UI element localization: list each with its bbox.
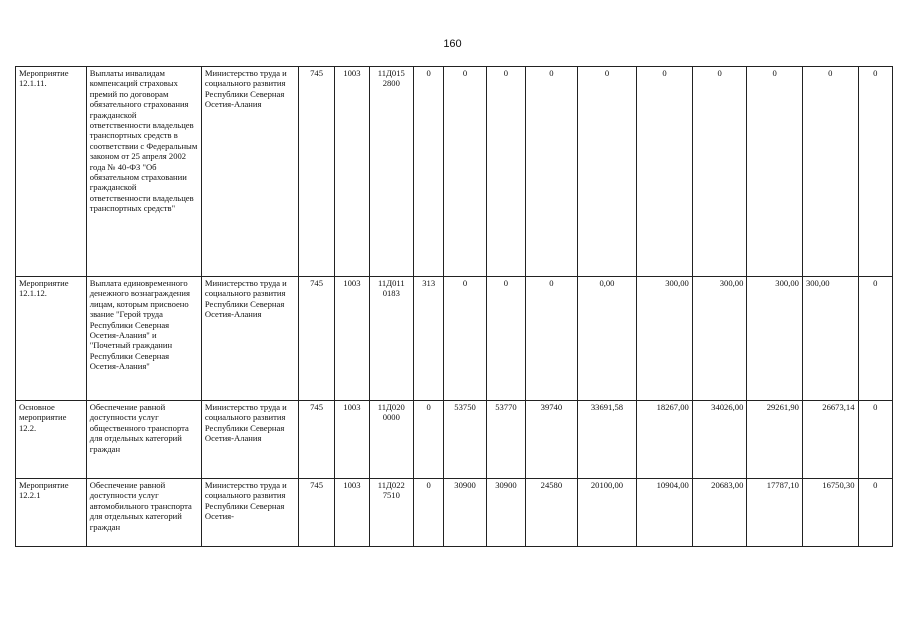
rzpr-code: 1003 bbox=[335, 479, 369, 547]
value-cell: 300,00 bbox=[747, 277, 803, 401]
value-cell: 30900 bbox=[486, 479, 525, 547]
measure-name: Выплаты инвалидам компенсаций страховых премий по договорам обязательного страхования гражданской ответственности владельцев транспортных средств в соответствии с Федеральным законом от 25 апреля 2002 года № 40-ФЗ "Об обязательном страховании гражданской ответственности владельцев транспортных средств" bbox=[86, 67, 201, 277]
value-cell: 0 bbox=[747, 67, 803, 277]
vr-code: 313 bbox=[414, 277, 444, 401]
value-cell: 29261,90 bbox=[747, 401, 803, 479]
value-cell: 53750 bbox=[444, 401, 486, 479]
value-cell: 0 bbox=[802, 67, 858, 277]
csr-code: 11Д022 7510 bbox=[369, 479, 413, 547]
value-cell: 53770 bbox=[486, 401, 525, 479]
value-cell: 0,00 bbox=[577, 277, 637, 401]
value-cell: 33691,58 bbox=[577, 401, 637, 479]
grbs-code: 745 bbox=[298, 277, 334, 401]
value-cell: 16750,30 bbox=[802, 479, 858, 547]
value-cell: 30900 bbox=[444, 479, 486, 547]
executor: Министерство труда и социального развития Республики Северная Осетия-Алания bbox=[201, 67, 298, 277]
vr-code: 0 bbox=[414, 401, 444, 479]
grbs-code: 745 bbox=[298, 401, 334, 479]
program-table bbox=[15, 66, 893, 547]
value-cell: 0 bbox=[486, 277, 525, 401]
measure-id: Мероприятие 12.1.11. bbox=[16, 67, 87, 277]
table-row bbox=[16, 401, 893, 479]
value-cell: 0 bbox=[637, 67, 693, 277]
value-cell: 0 bbox=[858, 401, 893, 479]
vr-code: 0 bbox=[414, 479, 444, 547]
grbs-code: 745 bbox=[298, 67, 334, 277]
value-cell: 0 bbox=[444, 67, 486, 277]
measure-id: Основное мероприятие 12.2. bbox=[16, 401, 87, 479]
value-cell: 300,00 bbox=[637, 277, 693, 401]
value-cell: 0 bbox=[526, 67, 578, 277]
grbs-code: 745 bbox=[298, 479, 334, 547]
table-row bbox=[16, 67, 893, 277]
table-row bbox=[16, 277, 893, 401]
value-cell: 0 bbox=[486, 67, 525, 277]
csr-code: 11Д011 0183 bbox=[369, 277, 413, 401]
value-cell: 39740 bbox=[526, 401, 578, 479]
value-cell: 10904,00 bbox=[637, 479, 693, 547]
value-cell: 0 bbox=[858, 277, 893, 401]
value-cell: 0 bbox=[692, 67, 747, 277]
csr-code: 11Д015 2800 bbox=[369, 67, 413, 277]
rzpr-code: 1003 bbox=[335, 277, 369, 401]
measure-name: Выплата единовременного денежного вознаграждения лицам, которым присвоено звание "Герой труда Республики Северная Осетия-Алания" и "Почетный гражданин Республики Северная Осетия-Алания" bbox=[86, 277, 201, 401]
measure-name: Обеспечение равной доступности услуг автомобильного транспорта для отдельных категорий граждан bbox=[86, 479, 201, 547]
value-cell: 0 bbox=[444, 277, 486, 401]
value-cell: 0 bbox=[577, 67, 637, 277]
value-cell: 20683,00 bbox=[692, 479, 747, 547]
measure-name: Обеспечение равной доступности услуг общественного транспорта для отдельных категорий граждан bbox=[86, 401, 201, 479]
value-cell: 34026,00 bbox=[692, 401, 747, 479]
executor: Министерство труда и социального развития Республики Северная Осетия-Алания bbox=[201, 277, 298, 401]
rzpr-code: 1003 bbox=[335, 401, 369, 479]
value-cell: 300,00 bbox=[802, 277, 858, 401]
value-cell: 17787,10 bbox=[747, 479, 803, 547]
value-cell: 300,00 bbox=[692, 277, 747, 401]
page-number: 160 bbox=[443, 38, 462, 50]
measure-id: Мероприятие 12.1.12. bbox=[16, 277, 87, 401]
value-cell: 0 bbox=[526, 277, 578, 401]
value-cell: 20100,00 bbox=[577, 479, 637, 547]
rzpr-code: 1003 bbox=[335, 67, 369, 277]
value-cell: 26673,14 bbox=[802, 401, 858, 479]
executor: Министерство труда и социального развития Республики Северная Осетия-Алания bbox=[201, 401, 298, 479]
table-row bbox=[16, 479, 893, 547]
value-cell: 24580 bbox=[526, 479, 578, 547]
csr-code: 11Д020 0000 bbox=[369, 401, 413, 479]
value-cell: 0 bbox=[858, 67, 893, 277]
measure-id: Мероприятие 12.2.1 bbox=[16, 479, 87, 547]
executor: Министерство труда и социального развития Республики Северная Осетия- bbox=[201, 479, 298, 547]
vr-code: 0 bbox=[414, 67, 444, 277]
value-cell: 18267,00 bbox=[637, 401, 693, 479]
value-cell: 0 bbox=[858, 479, 893, 547]
